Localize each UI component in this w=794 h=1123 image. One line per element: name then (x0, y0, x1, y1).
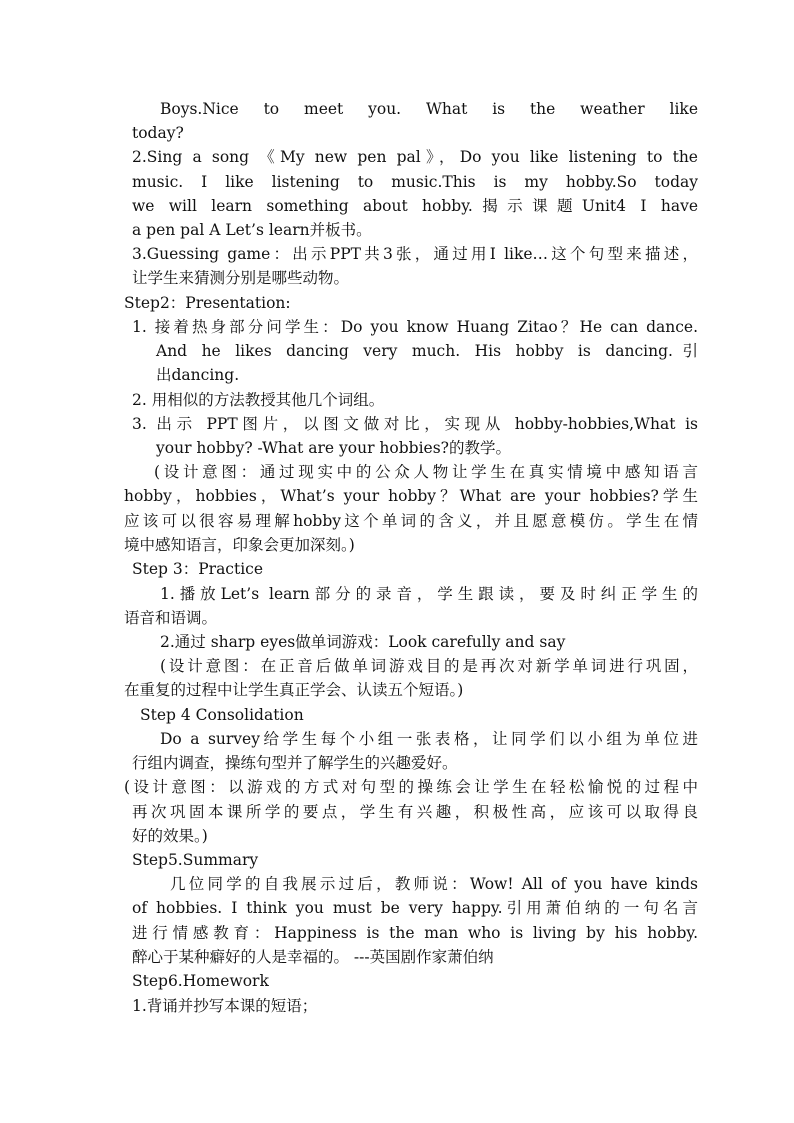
design-intent-note: (设计意图：通过现实中的公众人物让学生在真实情境中感知语言 (154, 463, 698, 481)
text-line: 好的效果。) (132, 827, 208, 845)
text-line: 醉心于某种癖好的人是幸福的。 ---英国剧作家萧伯纳 (132, 948, 494, 966)
list-item: 1. 接着热身部分问学生：Do you know Huang Zitao？He can dance. (132, 318, 698, 336)
section-heading: Step5.Summary (132, 851, 259, 869)
text-line: 在重复的过程中让学生真正学会、认读五个短语。) (124, 681, 464, 699)
text-line: 出dancing. (156, 366, 240, 384)
text-line: 2.通过 sharp eyes做单词游戏：Look carefully and say (160, 633, 566, 651)
text-line: 行组内调查，操练句型并了解学生的兴趣爱好。 (132, 754, 458, 772)
text-line: 几位同学的自我展示过后，教师说：Wow! All of you have kinds (170, 875, 698, 893)
text-line: 进行情感教育：Happiness is the man who is living by his hobby. (132, 924, 698, 942)
design-intent-note: (设计意图：以游戏的方式对句型的操练会让学生在轻松愉悦的过程中 (124, 778, 698, 796)
list-item: 1.背诵并抄写本课的短语； (132, 997, 318, 1015)
section-heading: Step2：Presentation: (124, 294, 291, 312)
text-line: 2.Sing a song 《My new pen pal》，Do you like listening to the (132, 148, 698, 166)
text-line: 应该可以很容易理解hobby这个单词的含义，并且愿意模仿。学生在情 (124, 512, 698, 530)
text-line: Do a survey给学生每个小组一张表格，让同学们以小组为单位进 (160, 730, 698, 748)
text-line: music. I like listening to music.This is my hobby.So today (132, 173, 698, 191)
text-line: And he likes dancing very much. His hobby is dancing.引 (156, 342, 698, 360)
text-line: your hobby? -What are your hobbies?的教学。 (156, 439, 511, 457)
text-line: a pen pal A Let’s learn并板书。 (132, 221, 372, 239)
text-line: 境中感知语言，印象会更加深刻。) (124, 536, 355, 554)
text-line: 1.播放Let’s learn部分的录音，学生跟读，要及时纠正学生的 (160, 585, 698, 603)
text-line: 再次巩固本课所学的要点，学生有兴趣，积极性高，应该可以取得良 (132, 803, 698, 821)
text-line: 让学生来猜测分别是哪些动物。 (132, 269, 350, 287)
text-line: hobby，hobbies，What’s your hobby？What are your hobbies?学生 (124, 487, 698, 505)
text-line: 语音和语调。 (124, 609, 218, 627)
text-line: Boys.Nice to meet you. What is the weather like (160, 100, 698, 118)
design-intent-note: (设计意图：在正音后做单词游戏目的是再次对新学单词进行巩固， (160, 657, 698, 675)
section-heading: Step 4 Consolidation (140, 706, 304, 724)
list-item: 3. 出示 PPT图片，以图文做对比，实现从 hobby-hobbies,What is (132, 415, 698, 433)
list-item: 2. 用相似的方法教授其他几个词组。 (132, 391, 385, 409)
text-line: 3.Guessing game：出示PPT共3张，通过用I like…这个句型来描述， (132, 245, 698, 263)
section-heading: Step 3：Practice (132, 560, 264, 578)
text-line: of hobbies. I think you must be very happy.引用萧伯纳的一句名言 (132, 899, 698, 917)
section-heading: Step6.Homework (132, 972, 269, 990)
text-line: today? (132, 124, 184, 142)
text-line: we will learn something about hobby.揭示课题Unit4 I have (132, 197, 698, 215)
